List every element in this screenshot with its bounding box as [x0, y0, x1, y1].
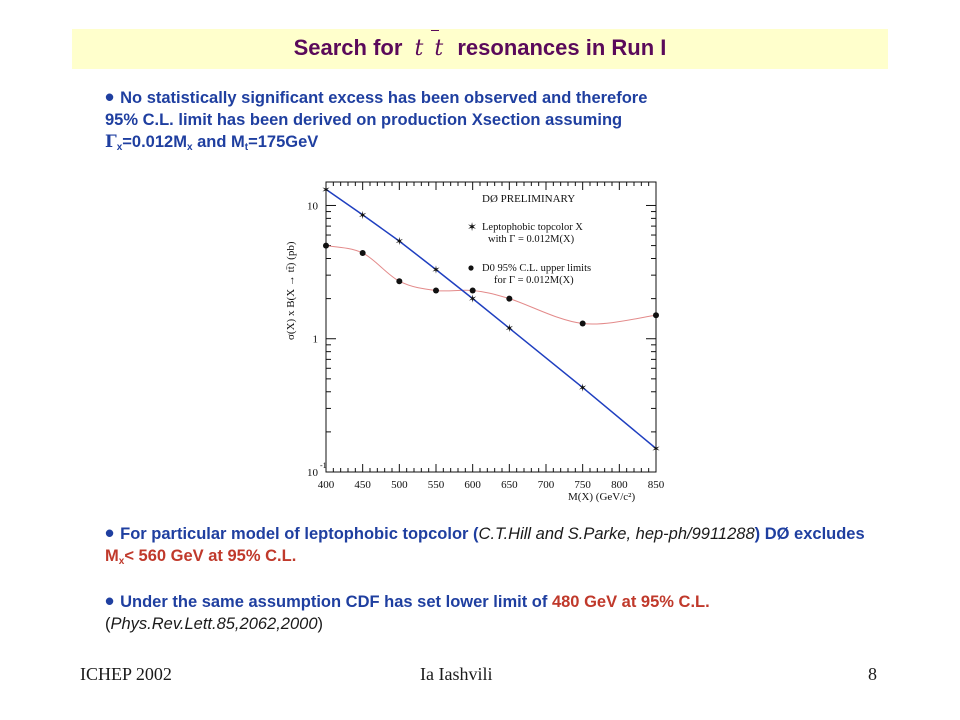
bullet-d0-exclusion [105, 518, 865, 573]
title-prefix: Search for [293, 35, 403, 60]
x-tick-label: 800 [611, 479, 628, 491]
bullet-text: 95% C.L. limit has been derived on production Xsection assuming [105, 111, 623, 129]
x-tick-label: 600 [464, 479, 481, 491]
legend-limit-label: D0 95% C.L. upper limits [482, 263, 592, 274]
limit-point [653, 312, 659, 318]
bullet-text: Under the same assumption CDF has set lower limit of [120, 593, 552, 611]
x-axis-label: M(X) (GeV/c²) [568, 491, 636, 503]
bullet-text: ) DØ excludes [754, 525, 865, 543]
subscript: x [116, 142, 123, 153]
legend-theory-sub: with Γ = 0.012M(X) [488, 234, 575, 245]
bullet-text: =0.012M [122, 133, 187, 151]
subscript: x [118, 556, 125, 567]
slide-title [72, 35, 888, 61]
y-tick-labels [307, 200, 327, 479]
theory-point: ✶ [468, 293, 478, 306]
citation: Phys.Rev.Lett.85,2062,2000 [110, 615, 318, 633]
x-tick-label: 400 [317, 479, 335, 491]
chart-title: DØ PRELIMINARY [482, 193, 576, 205]
bullet-text: For particular model of leptophobic topcolor ( [120, 525, 479, 543]
legend-limit-sub: for Γ = 0.012M(X) [494, 275, 574, 286]
gamma-symbol: Γ [105, 132, 117, 151]
theory-point: ✶ [394, 236, 404, 249]
citation-close: ) [317, 615, 324, 633]
x-tick-label: 500 [391, 479, 408, 491]
y-tick-exponent: -1 [320, 461, 327, 470]
bullet-dot: • [105, 518, 115, 548]
theory-point: ✶ [578, 382, 588, 395]
legend [467, 220, 591, 286]
citation-open: ( [105, 615, 111, 633]
limit-point [360, 250, 366, 256]
bullet-no-excess [105, 82, 865, 159]
bullet-text: No statistically significant excess has been observed and therefore [120, 89, 648, 107]
y-tick-label: 1 [312, 333, 318, 346]
subscript: t [244, 142, 249, 153]
legend-theory-label: Leptophobic topcolor X [482, 222, 583, 233]
x-tick-label: 550 [427, 479, 445, 491]
legend-dot-marker [468, 265, 473, 270]
x-tick-label: 700 [537, 479, 555, 491]
x-tick-labels [318, 479, 665, 491]
limit-point [396, 278, 402, 284]
theory-point: ✶ [431, 264, 441, 277]
x-tick-label: 650 [501, 479, 518, 491]
cdf-limit: 480 GeV at 95% C.L. [551, 593, 710, 611]
theory-point: ✶ [504, 323, 514, 336]
limit-curve [326, 246, 656, 324]
y-tick-label: 10 [307, 200, 318, 213]
citation: C.T.Hill and S.Parke, hep-ph/9911288 [478, 525, 755, 543]
bullet-dot: • [105, 586, 115, 616]
theory-point: ✶ [358, 209, 368, 222]
footer-author: Ia Iashvili [420, 664, 493, 684]
limit-plot [270, 170, 680, 510]
bullet-dot: • [105, 82, 115, 112]
footer-page-number: 8 [868, 664, 877, 684]
limit-point [506, 296, 512, 302]
subscript: x [186, 142, 193, 153]
footer-conference: ICHEP 2002 [80, 664, 172, 684]
x-tick-label: 850 [647, 479, 665, 491]
limit-point [433, 288, 439, 294]
bullet-cdf-limit [105, 586, 865, 635]
mass-symbol: M [105, 547, 119, 565]
limit-point [580, 321, 586, 327]
theory-point: ✶ [321, 184, 331, 197]
limit-point [323, 243, 329, 249]
title-band [72, 29, 888, 69]
theory-point: ✶ [651, 443, 661, 456]
limit-point [470, 288, 476, 294]
title-suffix: resonances in Run I [457, 35, 667, 60]
exclusion-limit: < 560 GeV at 95% C.L. [124, 547, 297, 565]
y-axis-label: σ(X) x B(X → tt̄) (pb) [285, 241, 297, 340]
x-tick-label: 450 [354, 479, 371, 491]
x-tick-label: 750 [574, 479, 591, 491]
antitop-bar [431, 30, 439, 31]
title-tt-symbol: t t [415, 36, 446, 61]
bullet-text: and M [192, 133, 245, 151]
legend-star-marker: ✶ [467, 220, 478, 234]
y-tick-label: 10 [307, 467, 318, 479]
bullet-text: =175GeV [248, 133, 319, 151]
